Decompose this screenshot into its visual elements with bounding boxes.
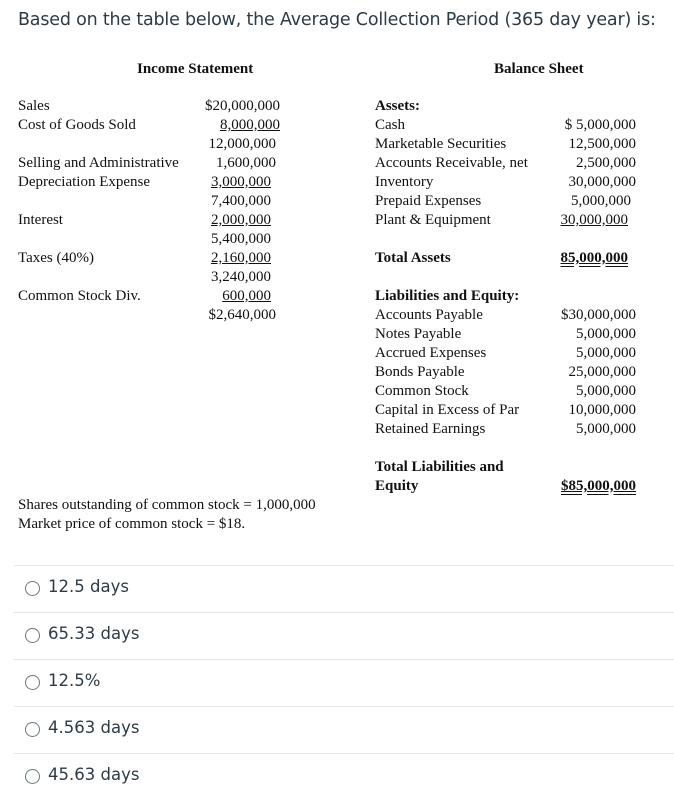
is-label-sales: Sales	[18, 98, 50, 114]
option-5[interactable]	[14, 753, 674, 801]
bs-value-inventory: 30,000,000	[568, 174, 636, 190]
bs-value-bonds: 25,000,000	[568, 364, 636, 380]
radio-button[interactable]	[25, 628, 40, 643]
bs-label-retained: Retained Earnings	[375, 421, 486, 437]
bs-value-cash: $ 5,000,000	[564, 117, 636, 133]
option-label: 45.63 days	[48, 765, 140, 784]
total-liabilities-value: $85,000,000	[561, 478, 636, 494]
bs-label-capital-excess: Capital in Excess of Par	[375, 402, 520, 418]
is-label-cogs: Cost of Goods Sold	[18, 117, 136, 133]
is-value-net-income: 3,240,000	[211, 269, 271, 285]
bs-value-notes-payable: 5,000,000	[576, 326, 636, 342]
option-label: 12.5%	[48, 671, 101, 690]
note-shares-outstanding: Shares outstanding of common stock = 1,000,000	[18, 497, 316, 513]
is-value-ebt: 5,400,000	[211, 231, 271, 247]
bs-label-cash: Cash	[375, 117, 405, 133]
is-value-gross-profit: 12,000,000	[208, 136, 276, 152]
bs-value-receivables: 2,500,000	[576, 155, 636, 171]
bs-label-bonds: Bonds Payable	[375, 364, 465, 380]
radio-button[interactable]	[25, 581, 40, 596]
option-1[interactable]	[14, 565, 674, 613]
bs-label-accounts-payable: Accounts Payable	[375, 307, 483, 323]
bs-label-notes-payable: Notes Payable	[375, 326, 462, 342]
total-liabilities-label-1: Total Liabilities and	[375, 459, 504, 475]
is-label-sga: Selling and Administrative	[18, 155, 179, 171]
option-3[interactable]	[14, 659, 674, 707]
bs-value-retained: 5,000,000	[576, 421, 636, 437]
option-label: 4.563 days	[48, 718, 140, 737]
total-assets-label: Total Assets	[375, 250, 451, 266]
question-text: Based on the table below, the Average Collection Period (365 day year) is:	[18, 10, 656, 30]
liabilities-heading: Liabilities and Equity:	[375, 288, 520, 304]
is-value-ebit: 7,400,000	[211, 193, 271, 209]
total-liabilities-label-2: Equity	[375, 478, 419, 494]
is-value-retained: $2,640,000	[208, 307, 276, 323]
bs-label-securities: Marketable Securities	[375, 136, 507, 152]
bs-label-plant: Plant & Equipment	[375, 212, 491, 228]
total-assets-value: 85,000,000	[560, 250, 628, 266]
is-value-taxes: 2,160,000	[211, 250, 271, 266]
bs-label-inventory: Inventory	[375, 174, 434, 190]
is-value-cogs: 8,000,000	[220, 117, 280, 133]
is-label-dividends: Common Stock Div.	[18, 288, 141, 304]
is-value-sga: 1,600,000	[216, 155, 276, 171]
bs-value-common-stock: 5,000,000	[576, 383, 636, 399]
is-label-depreciation: Depreciation Expense	[18, 174, 151, 190]
bs-label-accrued: Accrued Expenses	[375, 345, 487, 361]
bs-value-capital-excess: 10,000,000	[568, 402, 636, 418]
is-value-depreciation: 3,000,000	[211, 174, 271, 190]
is-value-sales: $20,000,000	[205, 98, 280, 114]
is-value-dividends: 600,000	[222, 288, 271, 304]
option-label: 12.5 days	[48, 577, 129, 596]
note-market-price: Market price of common stock = $18.	[18, 516, 246, 532]
radio-button[interactable]	[25, 675, 40, 690]
bs-label-prepaid: Prepaid Expenses	[375, 193, 482, 209]
bs-value-securities: 12,500,000	[568, 136, 636, 152]
option-4[interactable]	[14, 706, 674, 754]
radio-button[interactable]	[25, 769, 40, 784]
balance-sheet-title: Balance Sheet	[494, 61, 584, 77]
bs-value-accrued: 5,000,000	[576, 345, 636, 361]
income-statement-title: Income Statement	[137, 61, 254, 77]
is-value-interest: 2,000,000	[211, 212, 271, 228]
bs-label-receivables: Accounts Receivable, net	[375, 155, 528, 171]
bs-value-accounts-payable: $30,000,000	[561, 307, 636, 323]
bs-label-common-stock: Common Stock	[375, 383, 469, 399]
bs-value-plant: 30,000,000	[560, 212, 628, 228]
assets-heading: Assets:	[375, 98, 420, 114]
option-label: 65.33 days	[48, 624, 140, 643]
option-2[interactable]	[14, 612, 674, 660]
is-label-interest: Interest	[18, 212, 63, 228]
radio-button[interactable]	[25, 722, 40, 737]
is-label-taxes: Taxes (40%)	[18, 250, 95, 266]
bs-value-prepaid: 5,000,000	[571, 193, 631, 209]
